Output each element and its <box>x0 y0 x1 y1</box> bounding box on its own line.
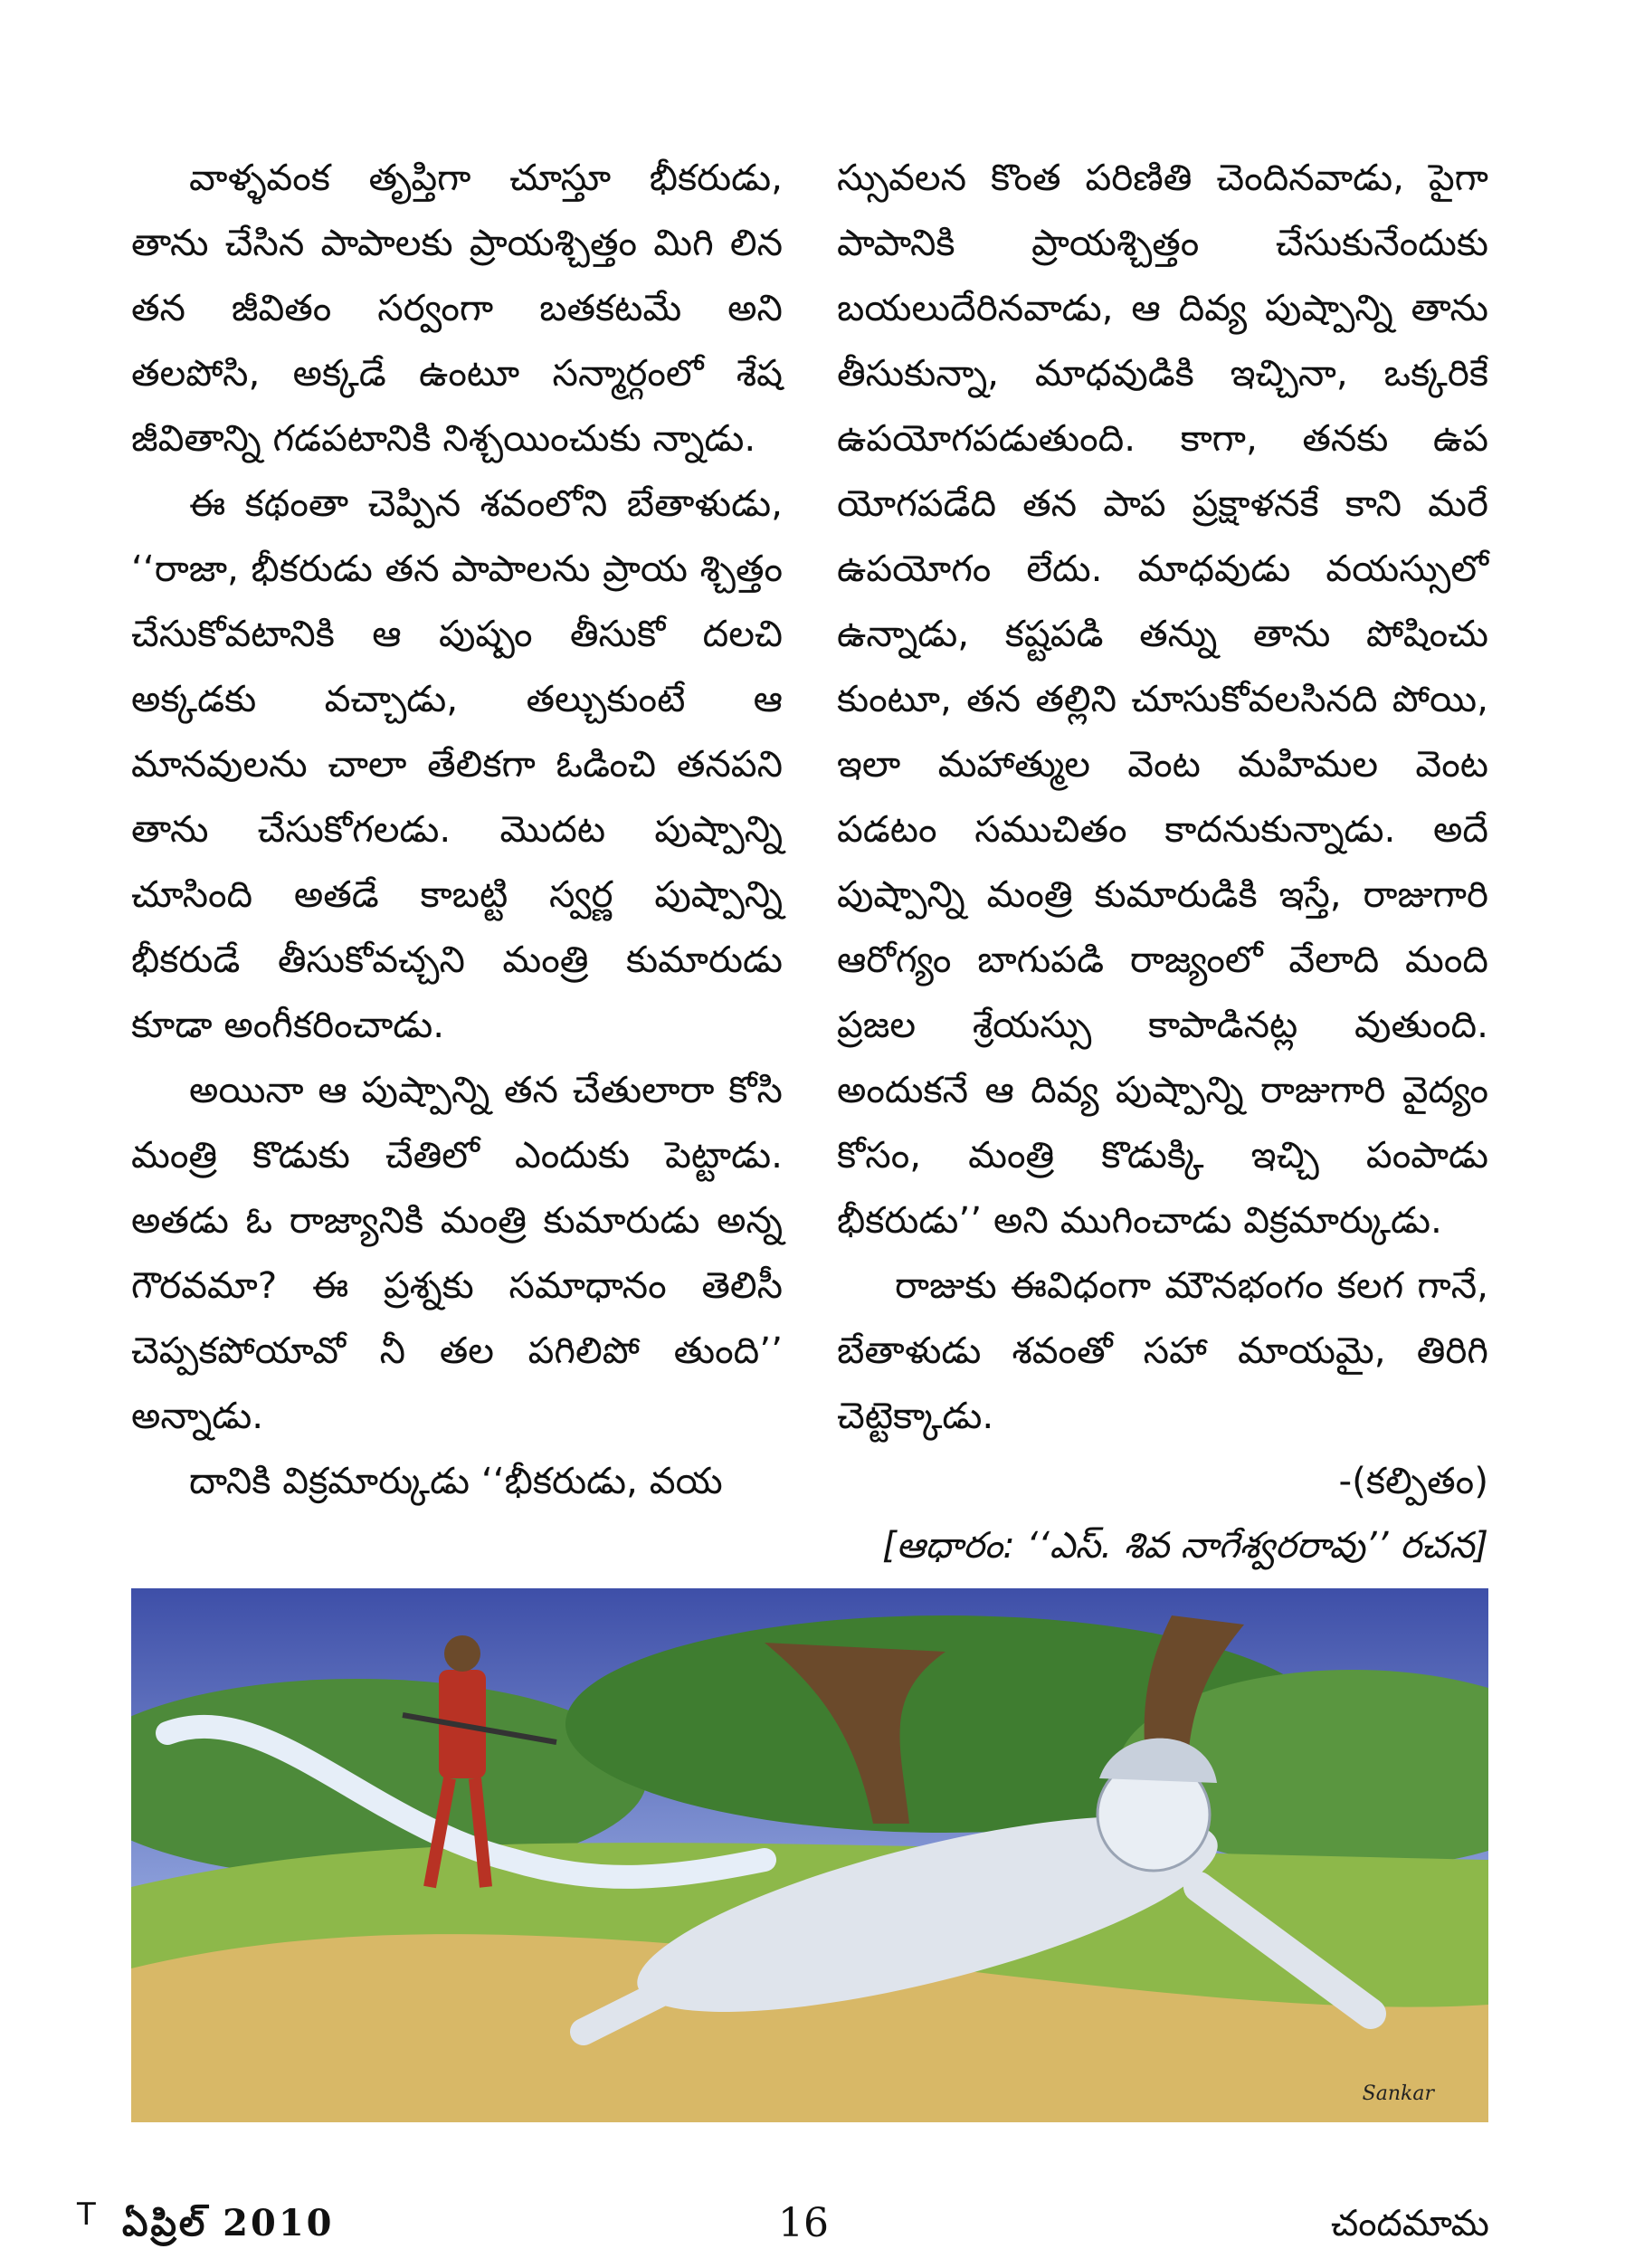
source-credit: [ఆధారం: ‘‘ఎస్. శివ నాగేశ్వరరావు’’ రచన] <box>882 1525 1488 1567</box>
paragraph: రాజుకు ఈవిధంగా మౌనభంగం కలగ గానే, బేతాళుడు శవంతో సహా మాయమై, తిరిగి చెట్టెక్కాడు. <box>837 1263 1488 1437</box>
page-number: 16 <box>778 2200 829 2246</box>
magazine-name: చందమామ <box>1330 2203 1489 2244</box>
left-column <box>131 145 783 1513</box>
paragraph: దానికి విక్రమార్కుడు ‘‘భీకరుడు, వయ <box>189 1459 723 1502</box>
story-illustration <box>131 1588 1488 2122</box>
paragraph: ఈ కథంతా చెప్పిన శవంలోని బేతాళుడు, ‘‘రాజా, భీకరుడు తన పాపాలను ప్రాయ శ్చిత్తం చేసుకోవటానికి ఆ పుష్పం తీసుకో దలచి అక్కడకు వచ్చాడు, తల్చుకుంటే ఆ మానవులను చాలా తేలికగా ఓడించి తనపని తాను చేసుకోగలడు. మొదట పుష్పాన్ని చూసింది అతడే కాబట్టి స్వర్ణ పుష్పాన్ని భీకరుడే తీసుకోవచ్చని మంత్రి కుమారుడు కూడా అంగీకరించాడు. <box>131 481 783 1046</box>
footer-marker: T <box>77 2197 96 2233</box>
attribution: -(కల్పితం) <box>1338 1459 1488 1502</box>
paragraph: వాళ్ళవంక తృప్తిగా చూస్తూ భీకరుడు, తాను చేసిన పాపాలకు ప్రాయశ్చిత్తం మిగి లిన తన జీవితం సర్వంగా బతకటమే అని తలపోసి, అక్కడే ఉంటూ సన్మార్గంలో శేష జీవితాన్ని గడపటానికి నిశ్చయించుకు న్నాడు. <box>131 156 783 460</box>
paragraph: స్సువలన కొంత పరిణితి చెందినవాడు, పైగా పాపానికి ప్రాయశ్చిత్తం చేసుకునేందుకు బయలుదేరినవాడు, ఆ దివ్య పుష్పాన్ని తాను తీసుకున్నా, మాధవుడికి ఇచ్చినా, ఒక్కరికే ఉపయోగపడుతుంది. కాగా, తనకు ఉప యోగపడేది తన పాప ప్రక్షాళనకే కాని మరే ఉపయోగం లేదు. మాధవుడు వయస్సులో ఉన్నాడు, కష్టపడి తన్ను తాను పోషించు కుంటూ, తన తల్లిని చూసుకోవలసినది పోయి, ఇలా మహాత్ముల వెంట మహిమల వెంట పడటం సముచితం కాదనుకున్నాడు. అదే పుష్పాన్ని మంత్రి కుమారుడికి ఇస్తే, రాజుగారి ఆరోగ్యం బాగుపడి రాజ్యంలో వేలాది మంది ప్రజల శ్రేయస్సు కాపాడినట్ల వుతుంది. అందుకనే ఆ దివ్య పుష్పాన్ని రాజుగారి వైద్యం కోసం, మంత్రి కొడుక్కి ఇచ్చి పంపాడు భీకరుడు’’ అని ముగించాడు విక్రమార్కుడు. <box>837 156 1488 1242</box>
illustrator-signature: Sankar <box>1362 2082 1434 2105</box>
right-column <box>837 145 1488 1578</box>
illustration-scene <box>131 1588 1488 2122</box>
paragraph: అయినా ఆ పుష్పాన్ని తన చేతులారా కోసి మంత్రి కొడుకు చేతిలో ఎందుకు పెట్టాడు. అతడు ఓ రాజ్యానికి మంత్రి కుమారుడు అన్న గౌరవమా? ఈ ప్రశ్నకు సమాధానం తెలిసీ చెప్పకపోయావో నీ తల పగిలిపో తుంది’’ అన్నాడు. <box>131 1068 783 1437</box>
issue-date: ఏప్రిల్ 2010 <box>122 2202 335 2244</box>
